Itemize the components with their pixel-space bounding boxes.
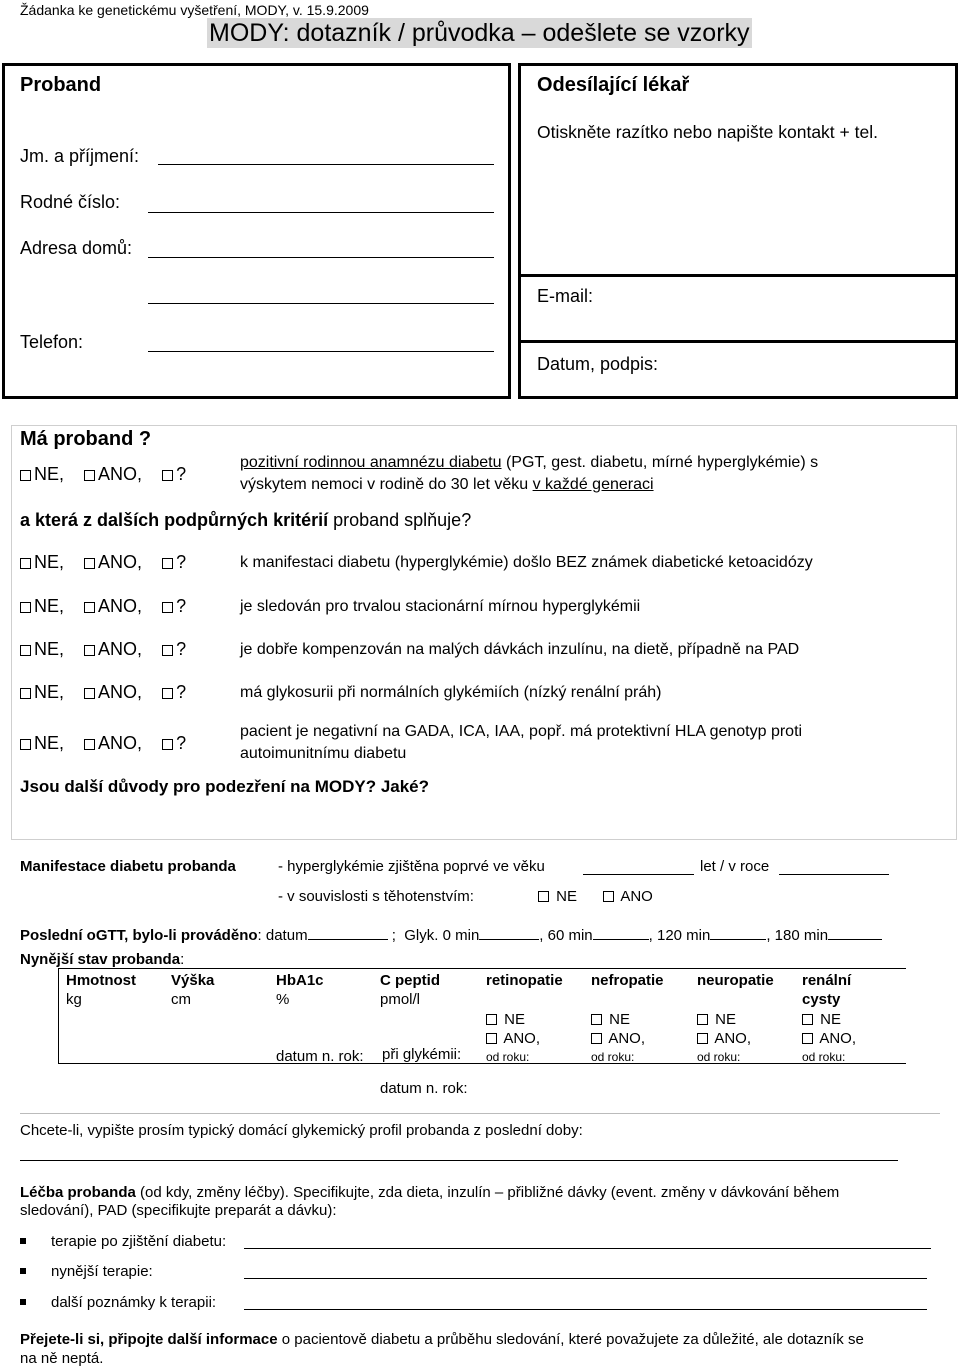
- ogtt-label: Poslední oGTT, bylo-li prováděno: [20, 927, 258, 944]
- option-unknown[interactable]: ?: [162, 682, 186, 702]
- pregnancy-ne-option[interactable]: NE: [538, 888, 577, 905]
- ogtt-180min-field[interactable]: [828, 939, 882, 940]
- therapy-after-diagnosis-label: terapie po zjištění diabetu:: [51, 1233, 227, 1250]
- checkbox-icon[interactable]: [697, 1014, 708, 1025]
- option-ne[interactable]: NE,: [20, 552, 64, 572]
- state-heading-colon: :: [180, 951, 185, 968]
- option-unknown[interactable]: ?: [162, 733, 186, 753]
- criteria-row-6-options: [20, 733, 186, 754]
- option-ano[interactable]: ANO,: [84, 552, 142, 572]
- checkbox-icon[interactable]: [20, 470, 31, 481]
- checkbox-icon[interactable]: [802, 1033, 813, 1044]
- option-ano[interactable]: ANO,: [84, 464, 142, 484]
- support-question-bold: a která z dalších podpůrných kritérií: [20, 510, 329, 530]
- neuropathy-header: neuropatie: [697, 972, 774, 989]
- treatment-text-1: (od kdy, změny léčby). Specifikujte, zda dieta, inzulín – přibližné dávky (event. změny v dávkování během: [135, 1184, 840, 1201]
- doctor-heading: Odesílající lékař: [537, 74, 690, 96]
- checkbox-icon[interactable]: [486, 1014, 497, 1025]
- checkbox-icon[interactable]: [697, 1033, 708, 1044]
- family-history-line2-a: výskytem nemoci v rodině do 30 let věku: [240, 476, 533, 493]
- neuropathy-ne[interactable]: NE: [697, 1010, 751, 1029]
- criterion-stationary-hyperglycemia: je sledován pro trvalou stacionární mírnou hyperglykémii: [240, 598, 641, 615]
- footer-text-1: o pacientově diabetu a průběhu sledování, které považujete za důležité, ale dotazník se: [277, 1331, 864, 1348]
- renal-cysts-ne[interactable]: NE: [802, 1010, 856, 1029]
- page-title-text: MODY: dotazník / průvodka – odešlete se vzorky: [209, 19, 750, 47]
- manifestation-age-field[interactable]: [583, 874, 694, 875]
- hba1c-header: HbA1c %: [276, 972, 324, 1008]
- checkbox-icon[interactable]: [20, 558, 31, 569]
- bullet-icon: [20, 1299, 26, 1305]
- state-heading-text: Nynější stav probanda: [20, 951, 181, 968]
- checkbox-icon[interactable]: [84, 470, 95, 481]
- section-divider: [20, 1113, 940, 1114]
- ogtt-60min-label: , 60 min: [539, 927, 593, 944]
- cpeptide-header: C peptid pmol/l: [380, 972, 440, 1008]
- doctor-box: [518, 63, 958, 399]
- option-ne[interactable]: NE,: [20, 464, 64, 484]
- nephropathy-year-label: od roku:: [591, 1050, 635, 1064]
- option-ne[interactable]: NE,: [20, 639, 64, 659]
- ogtt-180min-label: , 180 min: [766, 927, 829, 944]
- checkbox-icon[interactable]: [591, 1014, 602, 1025]
- treatment-text: [20, 1184, 839, 1201]
- option-unknown[interactable]: ?: [162, 464, 186, 484]
- criterion-family-history-line2: [240, 476, 654, 494]
- footer-text: [20, 1331, 864, 1348]
- ogtt-colon: :: [257, 927, 262, 944]
- email-label[interactable]: E-mail:: [537, 286, 594, 306]
- ogtt-row: [20, 927, 882, 944]
- option-ano[interactable]: ANO,: [84, 682, 142, 702]
- stamp-hint: Otiskněte razítko nebo napište kontakt + tel.: [537, 122, 878, 142]
- ogtt-date-label: datum: [265, 927, 308, 944]
- neuropathy-year-label: od roku:: [697, 1050, 741, 1064]
- criterion-no-ketoacidosis: k manifestaci diabetu (hyperglykémie) došlo BEZ známek diabetické ketoacidózy: [240, 554, 813, 571]
- option-ano[interactable]: ANO,: [84, 639, 142, 659]
- retinopathy-ne[interactable]: NE: [486, 1010, 540, 1029]
- name-label: Jm. a příjmení:: [20, 146, 140, 166]
- nephropathy-options: [591, 1010, 645, 1067]
- neuropathy-options: [697, 1010, 751, 1067]
- ogtt-60min-field[interactable]: [593, 939, 649, 940]
- neuropathy-ano[interactable]: ANO,: [697, 1029, 751, 1048]
- phone-field[interactable]: [148, 351, 494, 352]
- weight-header: Hmotnost kg: [66, 972, 136, 1008]
- checkbox-icon[interactable]: [802, 1014, 813, 1025]
- checkbox-icon[interactable]: [603, 891, 614, 902]
- address-label: Adresa domů:: [20, 238, 133, 258]
- birth-number-field[interactable]: [148, 212, 494, 213]
- renal-cysts-ano[interactable]: ANO,: [802, 1029, 856, 1048]
- ogtt-date-field[interactable]: [308, 939, 388, 940]
- option-unknown[interactable]: ?: [162, 596, 186, 616]
- ogtt-0min-field[interactable]: [479, 939, 539, 940]
- criteria-row-4-options: [20, 639, 186, 660]
- current-therapy-label: nynější terapie:: [51, 1263, 153, 1280]
- address-field-line-1[interactable]: [148, 257, 494, 258]
- cpeptide-glycemia-label: při glykémii:: [382, 1046, 462, 1063]
- glycemic-profile-prompt: Chcete-li, vypište prosím typický domácí glykemický profil probanda z poslední doby:: [20, 1122, 583, 1139]
- ogtt-0min-label: Glyk. 0 min: [404, 927, 480, 944]
- bullet-icon: [20, 1268, 26, 1274]
- checkbox-icon[interactable]: [84, 739, 95, 750]
- glycemic-profile-field[interactable]: [20, 1160, 898, 1161]
- manifestation-year-field[interactable]: [779, 874, 889, 875]
- address-field-line-2[interactable]: [148, 303, 494, 304]
- checkbox-icon[interactable]: [486, 1033, 497, 1044]
- treatment-bold: Léčba probanda: [20, 1184, 136, 1201]
- state-heading: [20, 951, 184, 968]
- document-version-title: Žádanka ke genetickému vyšetření, MODY, v. 15.9.2009: [20, 2, 369, 18]
- renal-cysts-year-label: od roku:: [802, 1050, 846, 1064]
- option-ne[interactable]: NE,: [20, 596, 64, 616]
- criteria-row-5-options: [20, 682, 186, 703]
- ogtt-120min-field[interactable]: [710, 939, 766, 940]
- current-therapy-field[interactable]: [244, 1278, 927, 1279]
- renal-cysts-header: renální cysty: [802, 972, 852, 1008]
- option-ne[interactable]: NE,: [20, 733, 64, 753]
- checkbox-icon[interactable]: [20, 645, 31, 656]
- retinopathy-options: [486, 1010, 540, 1067]
- name-field[interactable]: [158, 164, 494, 165]
- criterion-family-history: [240, 454, 818, 472]
- footer-bold: Přejete-li si, připojte další informace: [20, 1331, 278, 1348]
- family-history-rest: (PGT, gest. diabetu, mírné hyperglykémie) s: [501, 454, 819, 471]
- support-question: [20, 510, 471, 531]
- option-ne[interactable]: NE,: [20, 682, 64, 702]
- option-unknown[interactable]: ?: [162, 639, 186, 659]
- criterion-glycosuria: má glykosurii při normálních glykémiích (nízký renální práh): [240, 684, 662, 701]
- checkbox-icon[interactable]: [84, 558, 95, 569]
- option-ano[interactable]: ANO,: [84, 596, 142, 616]
- phone-label: Telefon:: [20, 332, 84, 352]
- doctor-box-divider-2: [518, 340, 958, 343]
- checkbox-icon[interactable]: [591, 1033, 602, 1044]
- manifestation-age-unit: let / v roce: [700, 858, 770, 875]
- checkbox-icon[interactable]: [84, 602, 95, 613]
- therapy-notes-field[interactable]: [244, 1309, 927, 1310]
- manifestation-label: Manifestace diabetu probanda: [20, 858, 236, 875]
- checkbox-icon[interactable]: [84, 688, 95, 699]
- criteria-question-text: Má proband ?: [20, 428, 152, 450]
- support-question-rest: proband splňuje?: [328, 510, 472, 530]
- pregnancy-text: - v souvislosti s těhotenstvím:: [278, 888, 474, 905]
- retinopathy-year-label: od roku:: [486, 1050, 530, 1064]
- checkbox-icon[interactable]: [538, 891, 549, 902]
- therapy-after-diagnosis-field[interactable]: [244, 1248, 931, 1249]
- nephropathy-ne[interactable]: NE: [591, 1010, 645, 1029]
- manifestation-age-text: - hyperglykémie zjištěna poprvé ve věku: [278, 858, 545, 875]
- checkbox-icon[interactable]: [162, 558, 173, 569]
- criteria-question: [20, 428, 151, 451]
- bullet-icon: [20, 1238, 26, 1244]
- ogtt-120min-label: , 120 min: [648, 927, 711, 944]
- criterion-negative-antibodies: pacient je negativní na GADA, ICA, IAA, popř. má protektivní HLA genotyp proti: [240, 723, 803, 740]
- family-history-line2-b: v každé generaci: [532, 476, 654, 493]
- doctor-box-divider-1: [518, 274, 958, 277]
- criterion-negative-antibodies-line2: autoimunitnímu diabetu: [240, 745, 407, 762]
- proband-heading: Proband: [20, 74, 102, 96]
- checkbox-icon[interactable]: [162, 470, 173, 481]
- pregnancy-ano-option[interactable]: ANO: [603, 888, 653, 905]
- page-title: [207, 18, 752, 48]
- option-ano[interactable]: ANO,: [84, 733, 142, 753]
- checkbox-icon[interactable]: [162, 602, 173, 613]
- retinopathy-ano[interactable]: ANO,: [486, 1029, 540, 1048]
- other-reasons-question[interactable]: Jsou další důvody pro podezření na MODY? Jaké?: [20, 777, 430, 796]
- ogtt-semicolon: ;: [391, 927, 396, 944]
- checkbox-icon[interactable]: [162, 645, 173, 656]
- criteria-row-2-options: [20, 552, 186, 573]
- checkbox-icon[interactable]: [20, 688, 31, 699]
- date-signature-label[interactable]: Datum, podpis:: [537, 354, 659, 374]
- checkbox-icon[interactable]: [84, 645, 95, 656]
- checkbox-icon[interactable]: [162, 688, 173, 699]
- height-header: Výška cm: [171, 972, 215, 1008]
- nephropathy-header: nefropatie: [591, 972, 664, 989]
- hba1c-date-label: datum n. rok:: [276, 1048, 364, 1065]
- birth-number-label: Rodné číslo:: [20, 192, 121, 212]
- renal-cysts-options: [802, 1010, 856, 1067]
- family-history-underlined: pozitivní rodinnou anamnézu diabetu: [240, 454, 502, 471]
- option-unknown[interactable]: ?: [162, 552, 186, 572]
- treatment-text-line2: sledování), PAD (specifikujte preparát a dávku):: [20, 1202, 337, 1219]
- criteria-row-1-options: [20, 464, 186, 485]
- footer-text-line2: na ně neptá.: [20, 1350, 104, 1367]
- checkbox-icon[interactable]: [20, 739, 31, 750]
- cpeptide-date-label: datum n. rok:: [380, 1080, 468, 1097]
- nephropathy-ano[interactable]: ANO,: [591, 1029, 645, 1048]
- criterion-well-compensated: je dobře kompenzován na malých dávkách inzulínu, na dietě, případně na PAD: [240, 641, 800, 658]
- checkbox-icon[interactable]: [162, 739, 173, 750]
- checkbox-icon[interactable]: [20, 602, 31, 613]
- retinopathy-header: retinopatie: [486, 972, 563, 989]
- therapy-notes-label: další poznámky k terapii:: [51, 1294, 217, 1311]
- criteria-row-3-options: [20, 596, 186, 617]
